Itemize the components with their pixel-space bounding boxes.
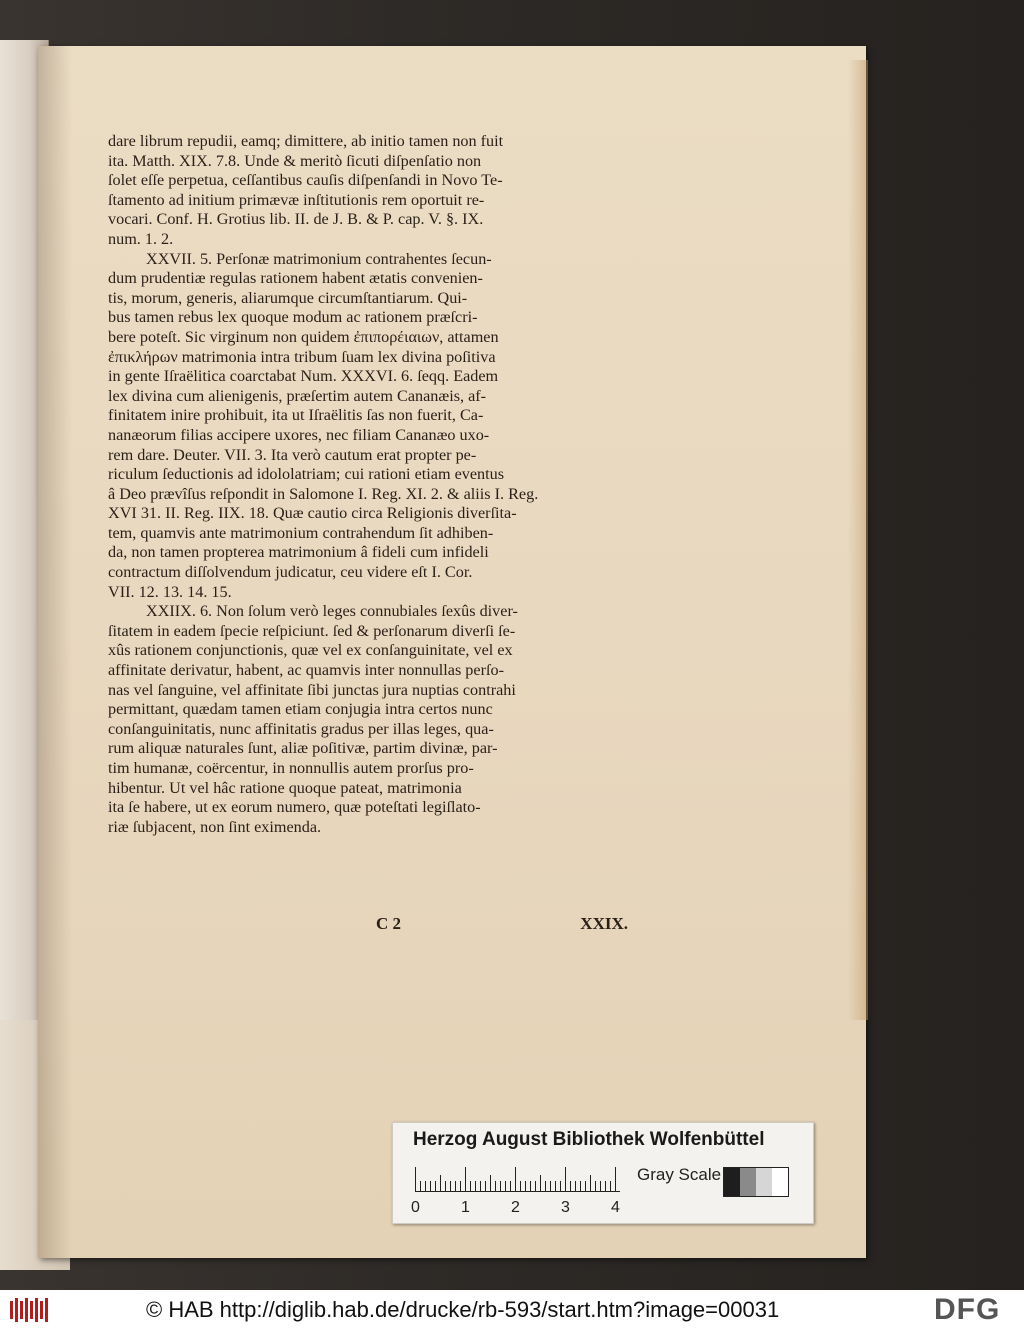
scale-number: 2 <box>511 1199 520 1216</box>
ruler-tick <box>595 1181 596 1191</box>
text-line: â Deo prævîſus reſpondit in Salomone I. Reg. XI. 2. & aliis I. Reg. <box>108 484 539 503</box>
ruler-tick <box>425 1181 426 1191</box>
text-line: VII. 12. 13. 14. 15. <box>108 582 232 601</box>
ruler-tick <box>545 1181 546 1191</box>
text-line: hibentur. Ut vel hâc ratione quoque pateat, matrimonia <box>108 778 462 797</box>
hab-logo-icon <box>10 1298 50 1322</box>
text-line: affinitate derivatur, habent, ac quamvis inter nonnullas perſo- <box>108 661 504 680</box>
text-line: bus tamen rebus lex quoque modum ac rationem præſcri- <box>108 308 478 327</box>
text-line: xûs rationem conjunctionis, quæ vel ex conſanguinitate, vel ex <box>108 641 513 660</box>
text-line: riæ ſubjacent, non ſint eximenda. <box>108 817 322 836</box>
text-line: contractum diſſolvendum judicatur, ceu videre eſt I. Cor. <box>108 563 473 582</box>
ruler-tick <box>460 1181 461 1191</box>
paragraph-section-xxiix <box>108 602 628 837</box>
text-line: rum aliquæ naturales ſunt, aliæ poſitivæ, partim divinæ, par- <box>108 739 498 758</box>
ruler-tick <box>490 1175 491 1191</box>
ruler-tick <box>580 1181 581 1191</box>
gray-scale-label: Gray Scale <box>637 1165 722 1184</box>
text-line: XXVII. 5. Perſonæ matrimonium contrahentes ſecun- <box>146 249 492 268</box>
gray-swatch <box>756 1168 772 1196</box>
dfg-logo: DFG <box>934 1293 1001 1326</box>
logo-bar <box>45 1298 48 1322</box>
page-footer <box>108 914 628 934</box>
logo-bar <box>25 1298 28 1322</box>
ruler-tick <box>615 1167 616 1191</box>
ruler-tick <box>610 1181 611 1191</box>
ruler-tick <box>570 1181 571 1191</box>
page-gutter-shadow <box>38 46 72 1258</box>
ruler-tick <box>435 1181 436 1191</box>
ruler-tick <box>470 1181 471 1191</box>
ruler-tick <box>445 1181 446 1191</box>
ruler-tick <box>495 1181 496 1191</box>
ruler-tick <box>515 1167 516 1191</box>
scale-number: 3 <box>561 1199 570 1216</box>
ruler-tick <box>555 1181 556 1191</box>
ruler-tick <box>485 1181 486 1191</box>
text-line: riculum ſeductionis ad idololatriam; cui rationi etiam eventus <box>108 465 505 484</box>
scale-number: 0 <box>411 1199 420 1216</box>
ruler-tick <box>585 1181 586 1191</box>
text-line: vocari. Conf. H. Grotius lib. II. de J. B. & P. cap. V. §. IX. <box>108 210 484 229</box>
color-calibration-bar <box>392 1122 814 1224</box>
text-line: bere poteſt. Sic virginum non quidem ἐπιπορέιαιων, attamen <box>108 327 499 346</box>
ruler-tick <box>575 1181 576 1191</box>
text-line: finitatem inire prohibuit, ita ut Iſraëlitis ſas non fuerit, Ca- <box>108 406 484 425</box>
logo-bar <box>20 1301 23 1319</box>
ruler-tick <box>465 1167 466 1191</box>
logo-bar <box>15 1298 18 1322</box>
text-line: rem dare. Deuter. VII. 3. Ita verò cautum erat propter pe- <box>108 445 477 464</box>
scale-number: 4 <box>611 1199 620 1216</box>
text-line: ſtamento ad initium primævæ inſtitutionis rem oportuit re- <box>108 190 485 209</box>
logo-bar <box>30 1301 33 1319</box>
scale-ruler <box>415 1167 620 1192</box>
ruler-tick <box>590 1175 591 1191</box>
paragraph-continuation <box>108 132 628 250</box>
ruler-tick <box>500 1181 501 1191</box>
text-line: tem, quamvis ante matrimonium contrahendum ſit adhiben- <box>108 523 494 542</box>
text-line: permittant, quædam tamen etiam conjugia intra certos nunc <box>108 700 493 719</box>
catchword: XXIX. <box>580 914 628 933</box>
ruler-tick <box>520 1181 521 1191</box>
ruler-tick <box>440 1175 441 1191</box>
scale-number: 1 <box>461 1199 470 1216</box>
ruler-tick <box>550 1181 551 1191</box>
text-line: dum prudentiæ regulas rationem habent ætatis convenien- <box>108 269 483 288</box>
text-line: conſanguinitatis, nunc affinitatis gradus per illas leges, qua- <box>108 719 494 738</box>
ruler-tick <box>565 1167 566 1191</box>
ruler-tick <box>450 1181 451 1191</box>
logo-bar <box>10 1301 13 1319</box>
text-line: ſolet eſſe perpetua, ceſſantibus cauſis diſpenſandi in Novo Te- <box>108 171 503 190</box>
text-line: dare librum repudii, eamq; dimittere, ab initio tamen non fuit <box>108 132 504 150</box>
text-line: num. 1. 2. <box>108 229 174 248</box>
ruler-tick <box>415 1167 416 1191</box>
ruler-tick <box>420 1181 421 1191</box>
text-line: XXIIX. 6. Non ſolum verò leges connubiales ſexûs diver- <box>146 602 518 621</box>
ruler-tick <box>480 1181 481 1191</box>
gray-swatch <box>724 1168 740 1196</box>
text-line: ſitatem in eadem ſpecie reſpiciunt. ſed & perſonarum diverſi ſe- <box>108 621 516 640</box>
text-line: tis, morum, generis, aliarumque circumſtantiarum. Qui- <box>108 288 468 307</box>
ruler-tick <box>605 1181 606 1191</box>
ruler-tick <box>600 1181 601 1191</box>
paragraph-section-xxvii <box>108 250 628 603</box>
text-line: nanæorum filias accipere uxores, nec filiam Cananæo uxo- <box>108 425 490 444</box>
gray-swatch <box>772 1168 788 1196</box>
page-text <box>108 132 628 837</box>
logo-bar <box>35 1298 38 1322</box>
text-line: nas vel ſanguine, vel affinitate ſibi junctas jura nuptias contrahi <box>108 680 516 699</box>
library-name: Herzog August Bibliothek Wolfenbüttel <box>413 1129 765 1150</box>
source-url[interactable]: © HAB http://diglib.hab.de/drucke/rb-593/start.htm?image=00031 <box>146 1297 780 1322</box>
logo-bar <box>40 1301 43 1319</box>
ruler-tick <box>560 1181 561 1191</box>
text-line: da, non tamen propterea matrimonium â fideli cum infideli <box>108 543 489 562</box>
signature-mark: C 2 <box>376 914 402 933</box>
text-line: in gente Iſraëlitica coarctabat Num. XXXVI. 6. ſeqq. Eadem <box>108 367 499 386</box>
text-line: ita ſe habere, ut ex eorum numero, quæ poteſtati legiſlato- <box>108 798 481 817</box>
ruler-tick <box>430 1181 431 1191</box>
gray-scale-swatches <box>723 1167 789 1197</box>
page-edge-shadow <box>848 60 868 1020</box>
text-line: XVI 31. II. Reg. IIX. 18. Quæ cautio circa Religionis diverſita- <box>108 504 517 523</box>
ruler-tick <box>505 1181 506 1191</box>
text-line: tim humanæ, coërcentur, in nonnullis autem prorſus pro- <box>108 759 474 777</box>
text-line: ἐπικλήρων matrimonia intra tribum ſuam lex divina poſitiva <box>108 347 496 366</box>
ruler-tick <box>475 1181 476 1191</box>
ruler-tick <box>530 1181 531 1191</box>
text-line: lex divina cum alienigenis, præſertim autem Cananæis, af- <box>108 386 487 405</box>
viewer-footer <box>0 1290 1024 1329</box>
ruler-tick <box>540 1175 541 1191</box>
ruler-tick <box>525 1181 526 1191</box>
ruler-tick <box>510 1181 511 1191</box>
ruler-tick <box>455 1181 456 1191</box>
ruler-tick <box>535 1181 536 1191</box>
gray-swatch <box>740 1168 756 1196</box>
text-line: ita. Matth. XIX. 7.8. Unde & meritò ſicuti diſpenſatio non <box>108 151 482 170</box>
